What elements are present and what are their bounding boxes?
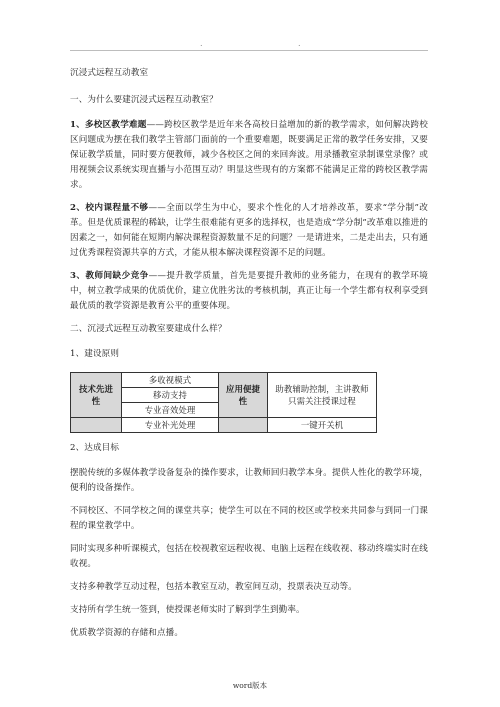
subsection-2-heading: 2、达成目标 — [70, 443, 120, 453]
paragraph-3 — [70, 269, 428, 314]
paragraph-1 — [70, 118, 428, 193]
paragraph-1-text: ——跨校区教学是近年来各高校日益增加的新的教学需求，如何解决跨校区问题成为摆在我们教学主管部门面前的一个重要难题，既要满足正常的教学任务安排，又要保证教学质量，同时要方便教师，减少各校区之间的来回奔波。用录播教室录制课堂录像？或用视频会议系统实现直播与小范围互动？明显这些现有的方案都不能满足正常的跨校区教学需求。 — [70, 120, 428, 190]
goal-5: 支持所有学生统一签到，使授课老师实时了解到学生到勤率。 — [70, 605, 305, 615]
paragraph-2-text: ——全面以学生为中心，要求个性化的人才培养改革，要求“学分制”改革。但是优质课程的稀缺，让学生很难能有更多的选择权，也是造成“学分制”改革难以推进的因素之一，如何能在短期内解决课程资源数量不足的问题？一是请进来，二是走出去，只有通过优秀课程资源共享的方式，才能从根本解决课程资源不足的问题。 — [70, 203, 428, 258]
footer-label: word版本 — [232, 681, 268, 690]
table-blank-right — [219, 418, 268, 433]
goal-4: 支持多种教学互动过程，包括本教室互动，教室间互动，投票表决互动等。 — [70, 582, 357, 592]
paragraph-3-term: 3、教师间缺少竞争 — [70, 271, 149, 281]
goal-2: 不同校区、不同学校之间的课堂共享；使学生可以在不同的校区或学校来共同参与到同一门课程的课堂教学中。 — [70, 506, 428, 531]
header-dot-right: . — [298, 39, 301, 48]
table-blank-left — [71, 418, 122, 433]
header-dot-left: . — [200, 39, 203, 48]
paragraph-3-text: ——提升教学质量，首先是要提升教师的业务能力，在现有的教学环境中，树立教学成果的优质优价，建立优胜劣汰的考核机制，真正让每一个学生都有权利享受到最优质的教学资源是教育公平的重要体现。 — [70, 271, 428, 311]
principles-table — [70, 372, 377, 433]
paragraph-2 — [70, 201, 428, 261]
table-head-right: 应用便捷性 — [219, 373, 268, 418]
section-1-heading: 一、为什么要建沉浸式远程互动教室？ — [70, 95, 218, 105]
subsection-1-heading: 1、建设原则 — [70, 349, 120, 359]
table-item-1: 多收视模式 — [122, 373, 219, 388]
table-last: 一键开关机 — [268, 418, 377, 433]
table-desc: 助教辅助控制，主讲教师只需关注授课过程 — [268, 373, 377, 418]
document-title: 沉浸式远程互动教室 — [70, 68, 149, 78]
paragraph-1-term: 1、多校区教学难题 — [70, 120, 147, 130]
document-body — [70, 66, 428, 649]
table-item-2: 移动支持 — [122, 388, 219, 403]
table-head-left: 技术先进性 — [71, 373, 122, 418]
table-item-4: 专业补光处理 — [122, 418, 219, 433]
table-item-3: 专业音效处理 — [122, 403, 219, 418]
goal-6: 优质教学资源的存储和点播。 — [70, 628, 184, 638]
section-2-heading: 二、沉浸式远程互动教室要建成什么样？ — [70, 324, 227, 334]
header-rule — [70, 50, 428, 51]
paragraph-2-term: 2、校内课程量不够 — [70, 203, 149, 213]
goal-1: 摆脱传统的多媒体教学设备复杂的操作要求，让教师回归教学本身。提供人性化的教学环境，便利的设备操作。 — [70, 468, 428, 493]
goal-3: 同时实现多种听课模式，包括在校视教室远程收视、电脑上远程在线收视、移动终端实时在线收视。 — [70, 544, 428, 569]
